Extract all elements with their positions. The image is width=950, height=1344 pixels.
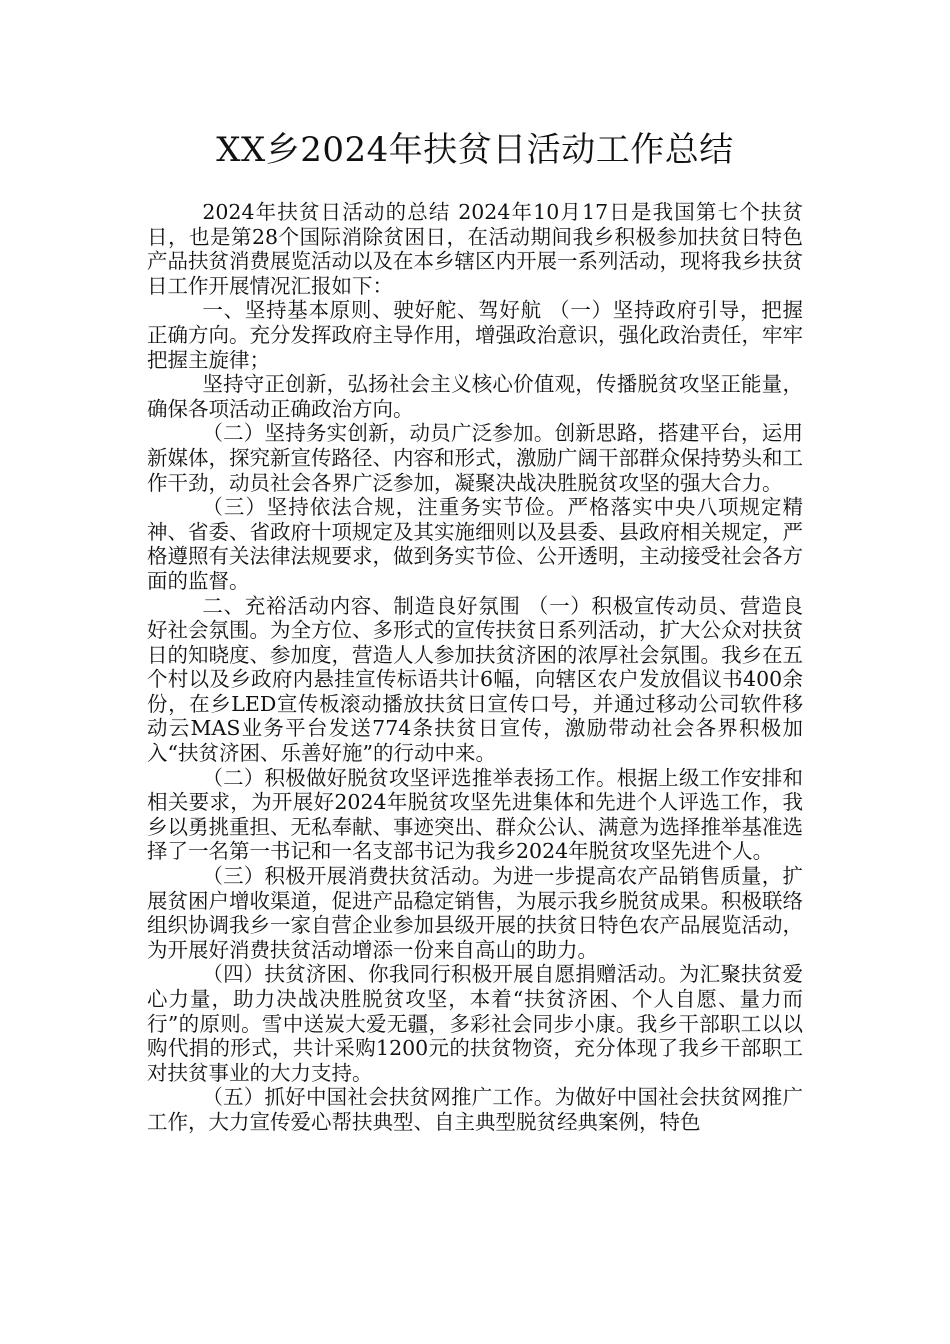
paragraph-intro: 2024年扶贫日活动的总结 2024年10月17日是我国第七个扶贫日，也是第28个国际消除贫困日，在活动期间我乡积极参加扶贫日特色产品扶贫消费展览活动以及在本乡辖区内开展一系列活动，现将我乡扶贫日工作开展情况汇报如下：	[147, 200, 803, 298]
paragraph-section-2-item-2: （二）积极做好脱贫攻坚评选推举表扬工作。根据上级工作安排和相关要求，为开展好2024年脱贫攻坚先进集体和先进个人评选工作，我乡以勇挑重担、无私奉献、事迹突出、群众公认、满意为选择推举基准选择了一名第一书记和一名支部书记为我乡2024年脱贫攻坚先进个人。	[147, 765, 803, 864]
paragraph-section-1-item-2: （二）坚持务实创新，动员广泛参加。创新思路，搭建平台，运用新媒体，探究新宣传路径、内容和形式，激励广阔干部群众保持势头和工作干劲，动员社会各界广泛参加，凝聚决战决胜脱贫攻坚的强大合力。	[147, 421, 803, 495]
paragraph-section-1-item-3: （三）坚持依法合规，注重务实节俭。严格落实中央八项规定精神、省委、省政府十项规定及其实施细则以及县委、县政府相关规定，严格遵照有关法律法规要求，做到务实节俭、公开透明，主动接受社会各方面的监督。	[147, 495, 803, 593]
document-title: XX乡2024年扶贫日活动工作总结	[216, 130, 734, 170]
paragraph-section-2: 二、充裕活动内容、制造良好氛围 （一）积极宣传动员、营造良好社会氛围。为全方位、多形式的宣传扶贫日系列活动，扩大公众对扶贫日的知晓度、参加度，营造人人参加扶贫济困的浓厚社会氛围。我乡在五个村以及乡政府内悬挂宣传标语共计6幅，向辖区农户发放倡议书400余份，在乡LED宣传板滚动播放扶贫日宣传口号，并通过移动公司软件移动云MAS业务平台发送774条扶贫日宣传，激励带动社会各界积极加入“扶贫济困、乐善好施”的行动中来。	[147, 593, 803, 766]
paragraph-section-2-item-4: （四）扶贫济困、你我同行积极开展自愿捐赠活动。为汇聚扶贫爱心力量，助力决战决胜脱贫攻坚，本着“扶贫济困、个人自愿、量力而行”的原则。雪中送炭大爱无疆，多彩社会同步小康。我乡干部职工以以购代捐的形式，共计采购1200元的扶贫物资，充分体现了我乡干部职工对扶贫事业的大力支持。	[147, 962, 803, 1085]
paragraph-section-2-item-3: （三）积极开展消费扶贫活动。为进一步提高农产品销售质量，扩展贫困户增收渠道，促进产品稳定销售，为展示我乡脱贫成果。积极联络组织协调我乡一家自营企业参加县级开展的扶贫日特色农产品展览活动，为开展好消费扶贫活动增添一份来自高山的助力。	[147, 864, 803, 962]
paragraph-section-1: 一、坚持基本原则、驶好舵、驾好航 （一）坚持政府引导，把握正确方向。充分发挥政府主导作用，增强政治意识，强化政治责任，牢牢把握主旋律；	[147, 298, 803, 372]
paragraph-section-2-item-5: （五）抓好中国社会扶贫网推广工作。为做好中国社会扶贫网推广工作，大力宣传爱心帮扶典型、自主典型脱贫经典案例，特色	[147, 1085, 803, 1134]
document-body	[147, 200, 803, 1135]
paragraph-section-1-continued: 坚持守正创新，弘扬社会主义核心价值观，传播脱贫攻坚正能量，确保各项活动正确政治方向。	[147, 372, 803, 421]
